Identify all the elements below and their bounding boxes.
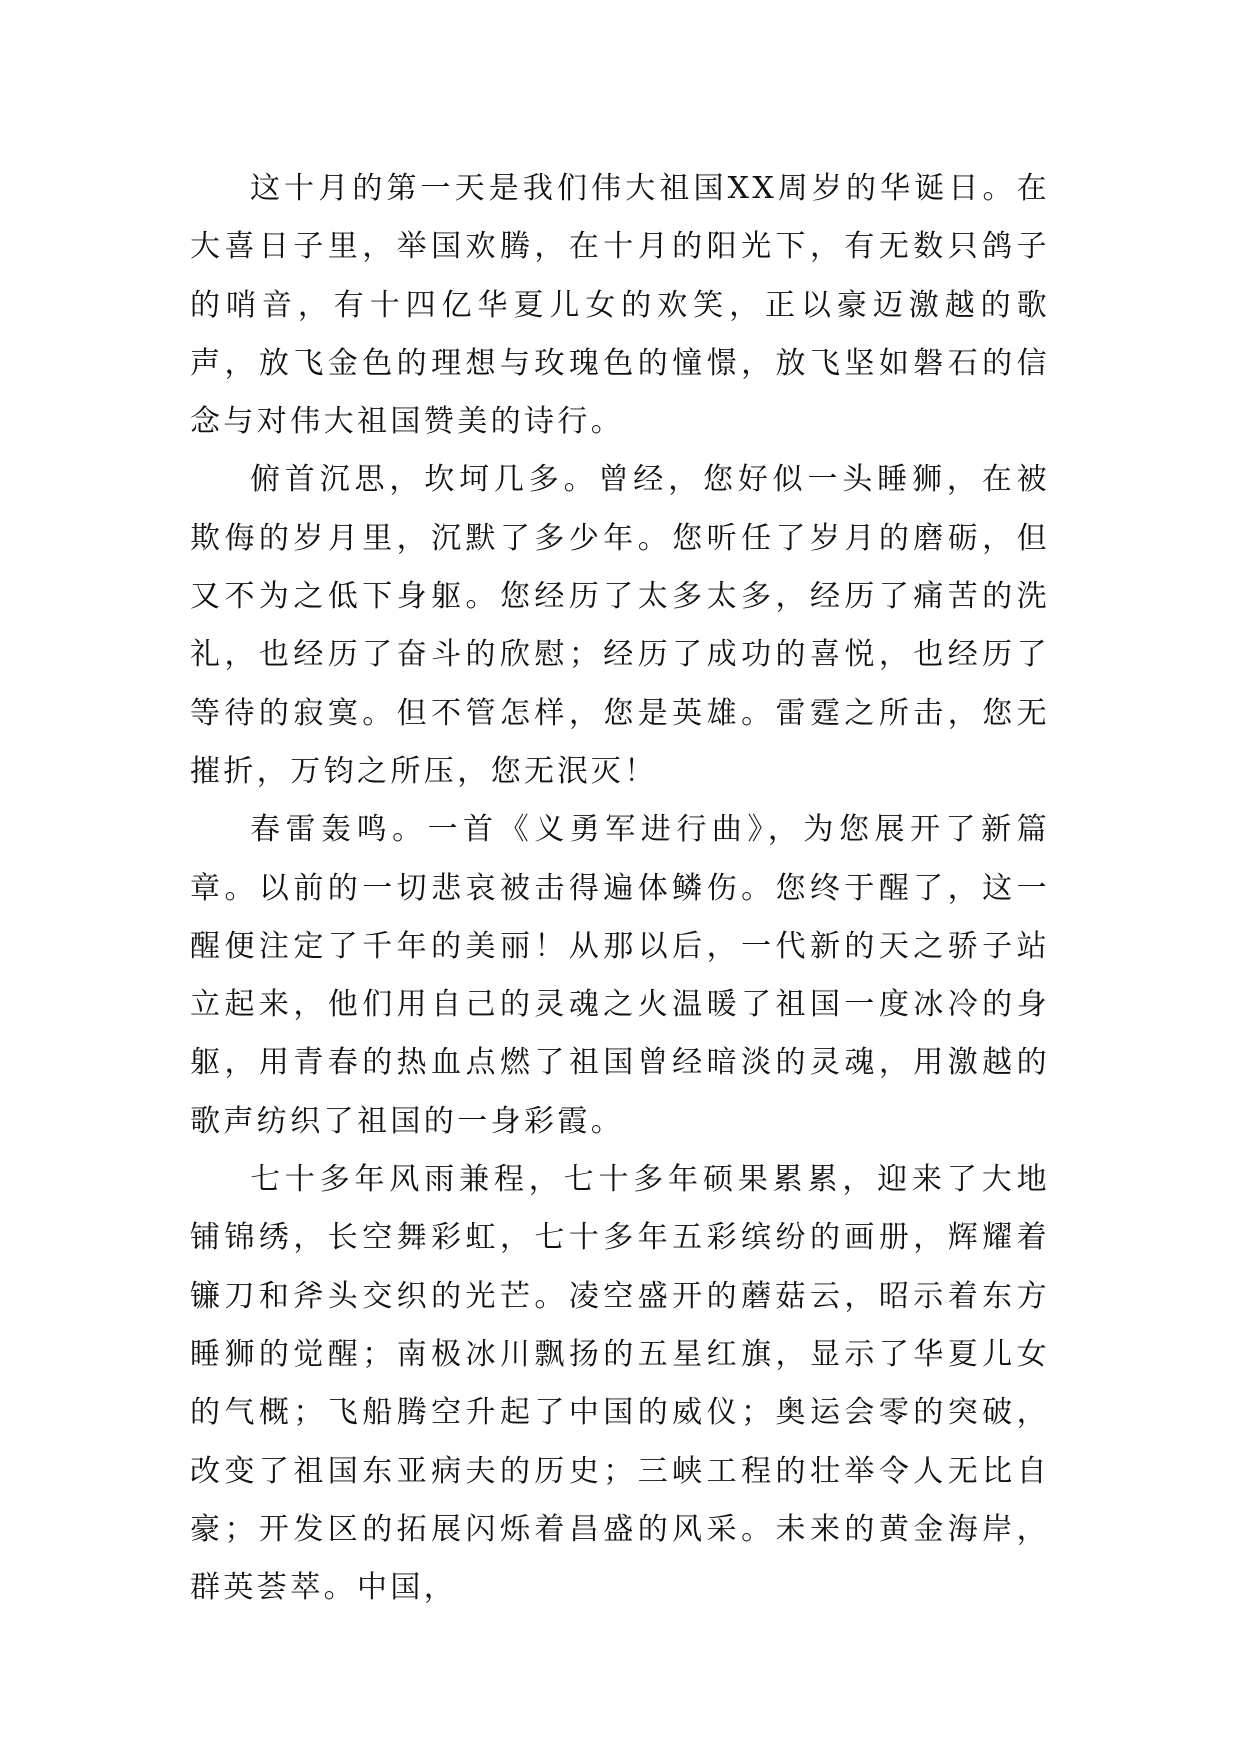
paragraph-2: 俯首沉思，坎坷几多。曾经，您好似一头睡狮，在被欺侮的岁月里，沉默了多少年。您听任了岁月的磨砺，但又不为之低下身躯。您经历了太多太多，经历了痛苦的洗礼，也经历了奋斗的欣慰；经历了成功的喜悦，也经历了等待的寂寞。但不管怎样，您是英雄。雷霆之所击，您无摧折，万钧之所压，您无泯灭！ bbox=[190, 462, 1050, 789]
paragraph-4: 七十多年风雨兼程，七十多年硕果累累，迎来了大地铺锦绣，长空舞彩虹，七十多年五彩缤纷的画册，辉耀着镰刀和斧头交织的光芒。凌空盛开的蘑菇云，昭示着东方睡狮的觉醒；南极冰川飘扬的五星红旗，显示了华夏儿女的气概；飞船腾空升起了中国的威仪；奥运会零的突破，改变了祖国东亚病夫的历史；三峡工程的壮举令人无比自豪；开发区的拓展闪烁着昌盛的风采。未来的黄金海岸，群英荟萃。中国， bbox=[190, 1162, 1050, 1606]
paragraph-3: 春雷轰鸣。一首《义勇军进行曲》，为您展开了新篇章。以前的一切悲哀被击得遍体鳞伤。您终于醒了，这一醒便注定了千年的美丽！从那以后，一代新的天之骄子站立起来，他们用自己的灵魂之火温暖了祖国一度冰冷的身躯，用青春的热血点燃了祖国曾经暗淡的灵魂，用激越的歌声纺织了祖国的一身彩霞。 bbox=[190, 812, 1050, 1139]
paragraph-1: 这十月的第一天是我们伟大祖国XX周岁的华诞日。在大喜日子里，举国欢腾，在十月的阳光下，有无数只鸽子的哨音，有十四亿华夏儿女的欢笑，正以豪迈激越的歌声，放飞金色的理想与玫瑰色的憧憬，放飞坚如磐石的信念与对伟大祖国赞美的诗行。 bbox=[190, 171, 1050, 440]
article-body bbox=[190, 160, 1050, 1617]
